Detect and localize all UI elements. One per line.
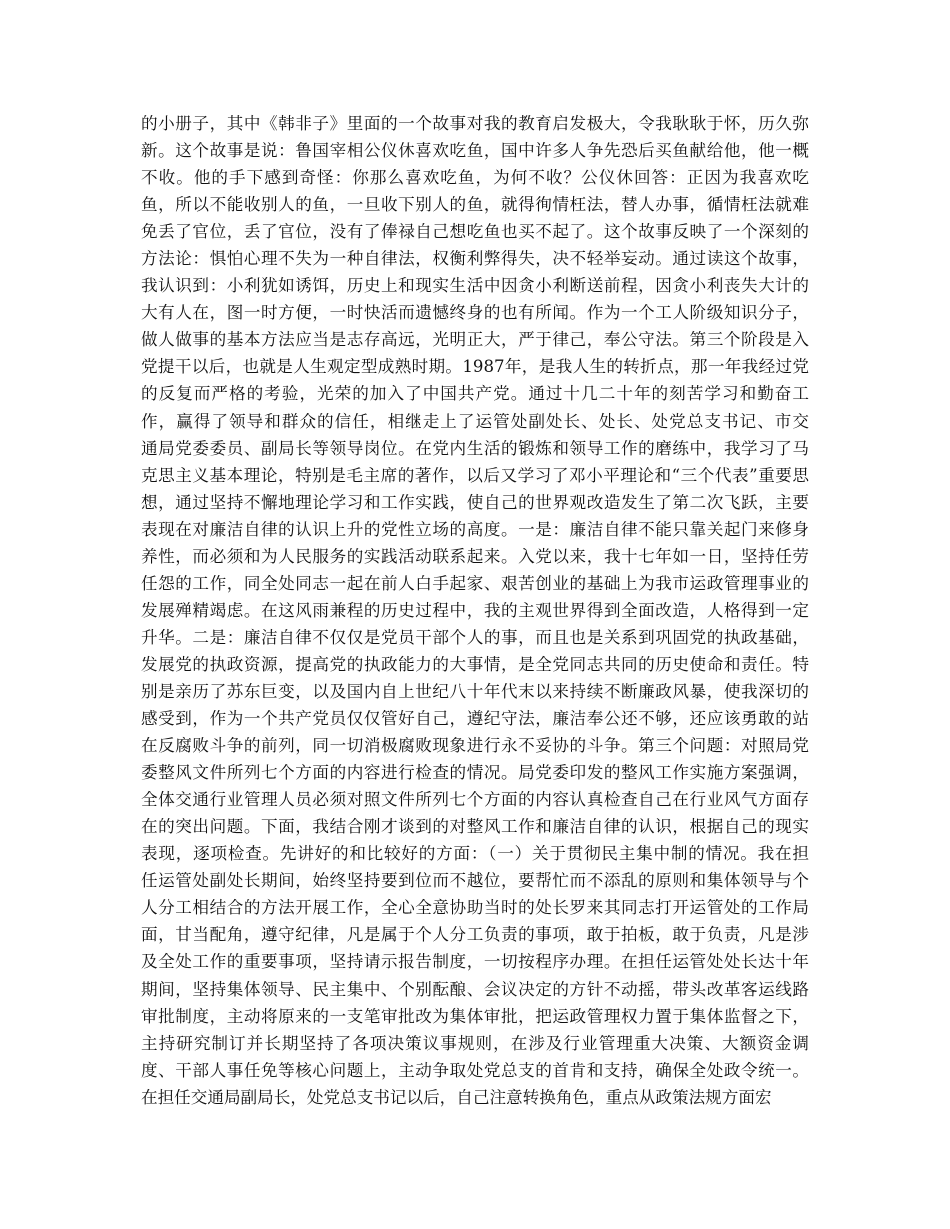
text-line: 全体交通行业管理人员必须对照文件所列七个方面的内容认真检查自己在行业风气方面存 (141, 790, 809, 810)
text-line: 面，甘当配角，遵守纪律，凡是属于个人分工负责的事项，敢于拍板，敢于负责，凡是涉 (141, 925, 809, 945)
text-line: 鱼，所以不能收别人的鱼，一旦收下别人的鱼，就得徇情枉法，替人办事，循情枉法就难 (141, 195, 809, 215)
text-line: 作，赢得了领导和群众的信任，相继走上了运管处副处长、处长、处党总支书记、市交 (141, 411, 809, 431)
text-line: 表现，逐项检查。先讲好的和比较好的方面：（一）关于贯彻民主集中制的情况。我在担 (141, 844, 809, 864)
text-line: 任怨的工作，同全处同志一起在前人白手起家、艰苦创业的基础上为我市运政管理事业的 (141, 573, 809, 593)
text-line: 委整风文件所列七个方面的内容进行检查的情况。局党委印发的整风工作实施方案强调， (141, 763, 809, 783)
text-line: 度、干部人事任免等核心问题上，主动争取处党总支的首肯和支持，确保全处政令统一。 (141, 1060, 809, 1080)
text-line: 方法论：惧怕心理不失为一种自律法，权衡利弊得失，决不轻举妄动。通过读这个故事， (141, 249, 809, 269)
text-line: 我认识到：小利犹如诱饵，历史上和现实生活中因贪小利断送前程，因贪小利丧失大计的 (141, 276, 809, 296)
text-line: 在的突出问题。下面，我结合刚才谈到的对整风工作和廉洁自律的认识，根据自己的现实 (141, 817, 809, 837)
text-line: 人分工相结合的方法开展工作，全心全意协助当时的处长罗来其同志打开运管处的工作局 (141, 898, 809, 918)
body-paragraph (141, 110, 809, 1111)
text-line: 审批制度，主动将原来的一支笔审批改为集体审批，把运政管理权力置于集体监督之下， (141, 1006, 809, 1026)
text-line: 的反复而严格的考验，光荣的加入了中国共产党。通过十几二十年的刻苦学习和勤奋工 (141, 384, 809, 404)
text-line: 克思主义基本理论，特别是毛主席的著作，以后又学习了邓小平理论和“三个代表”重要思 (141, 465, 809, 485)
text-line: 主持研究制订并长期坚持了各项决策议事规则，在涉及行业管理重大决策、大额资金调 (141, 1033, 809, 1053)
text-line: 的小册子，其中《韩非子》里面的一个故事对我的教育启发极大，令我耿耿于怀，历久弥 (141, 114, 809, 133)
text-line: 通局党委委员、副局长等领导岗位。在党内生活的锻炼和领导工作的磨练中，我学习了马 (141, 438, 809, 458)
text-line: 发展殚精竭虑。在这风雨兼程的历史过程中，我的主观世界得到全面改造，人格得到一定 (141, 600, 809, 620)
text-line: 升华。二是：廉洁自律不仅仅是党员干部个人的事，而且也是关系到巩固党的执政基础， (141, 627, 809, 647)
text-line: 做人做事的基本方法应当是志存高远，光明正大，严于律己，奉公守法。第三个阶段是入 (141, 330, 809, 350)
text-line: 养性，而必须和为人民服务的实践活动联系起来。入党以来，我十七年如一日，坚持任劳 (141, 546, 809, 566)
text-line: 大有人在，图一时方便，一时快活而遗憾终身的也有所闻。作为一个工人阶级知识分子， (141, 303, 809, 323)
text-line: 新。这个故事是说：鲁国宰相公仪休喜欢吃鱼，国中许多人争先恐后买鱼献给他，他一概 (141, 141, 809, 161)
text-line: 期间，坚持集体领导、民主集中、个别酝酿、会议决定的方针不动摇，带头改革客运线路 (141, 979, 809, 999)
text-line: 表现在对廉洁自律的认识上升的党性立场的高度。一是：廉洁自律不能只靠关起门来修身 (141, 519, 809, 539)
text-line: 别是亲历了苏东巨变，以及国内自上世纪八十年代末以来持续不断廉政风暴，使我深切的 (141, 681, 809, 701)
text-line: 在反腐败斗争的前列，同一切消极腐败现象进行永不妥协的斗争。第三个问题：对照局党 (141, 736, 809, 756)
text-line: 发展党的执政资源，提高党的执政能力的大事情，是全党同志共同的历史使命和责任。特 (141, 654, 809, 674)
text-line: 免丢了官位，丢了官位，没有了俸禄自己想吃鱼也买不起了。这个故事反映了一个深刻的 (141, 222, 809, 242)
text-line: 任运管处副处长期间，始终坚持要到位而不越位，要帮忙而不添乱的原则和集体领导与个 (141, 871, 809, 891)
text-line: 党提干以后，也就是人生观定型成熟时期。1987年，是我人生的转折点，那一年我经过党 (141, 357, 809, 377)
text-line: 及全处工作的重要事项，坚持请示报告制度，一切按程序办理。在担任运管处处长达十年 (141, 952, 809, 972)
text-line: 在担任交通局副局长，处党总支书记以后，自己注意转换角色，重点从政策法规方面宏 (141, 1087, 772, 1107)
text-line: 感受到，作为一个共产党员仅仅管好自己，遵纪守法，廉洁奉公还不够，还应该勇敢的站 (141, 709, 809, 729)
text-line: 想，通过坚持不懈地理论学习和工作实践，使自己的世界观改造发生了第二次飞跃，主要 (141, 492, 809, 512)
text-line: 不收。他的手下感到奇怪：你那么喜欢吃鱼，为何不收？公仪休回答：正因为我喜欢吃 (141, 168, 809, 188)
